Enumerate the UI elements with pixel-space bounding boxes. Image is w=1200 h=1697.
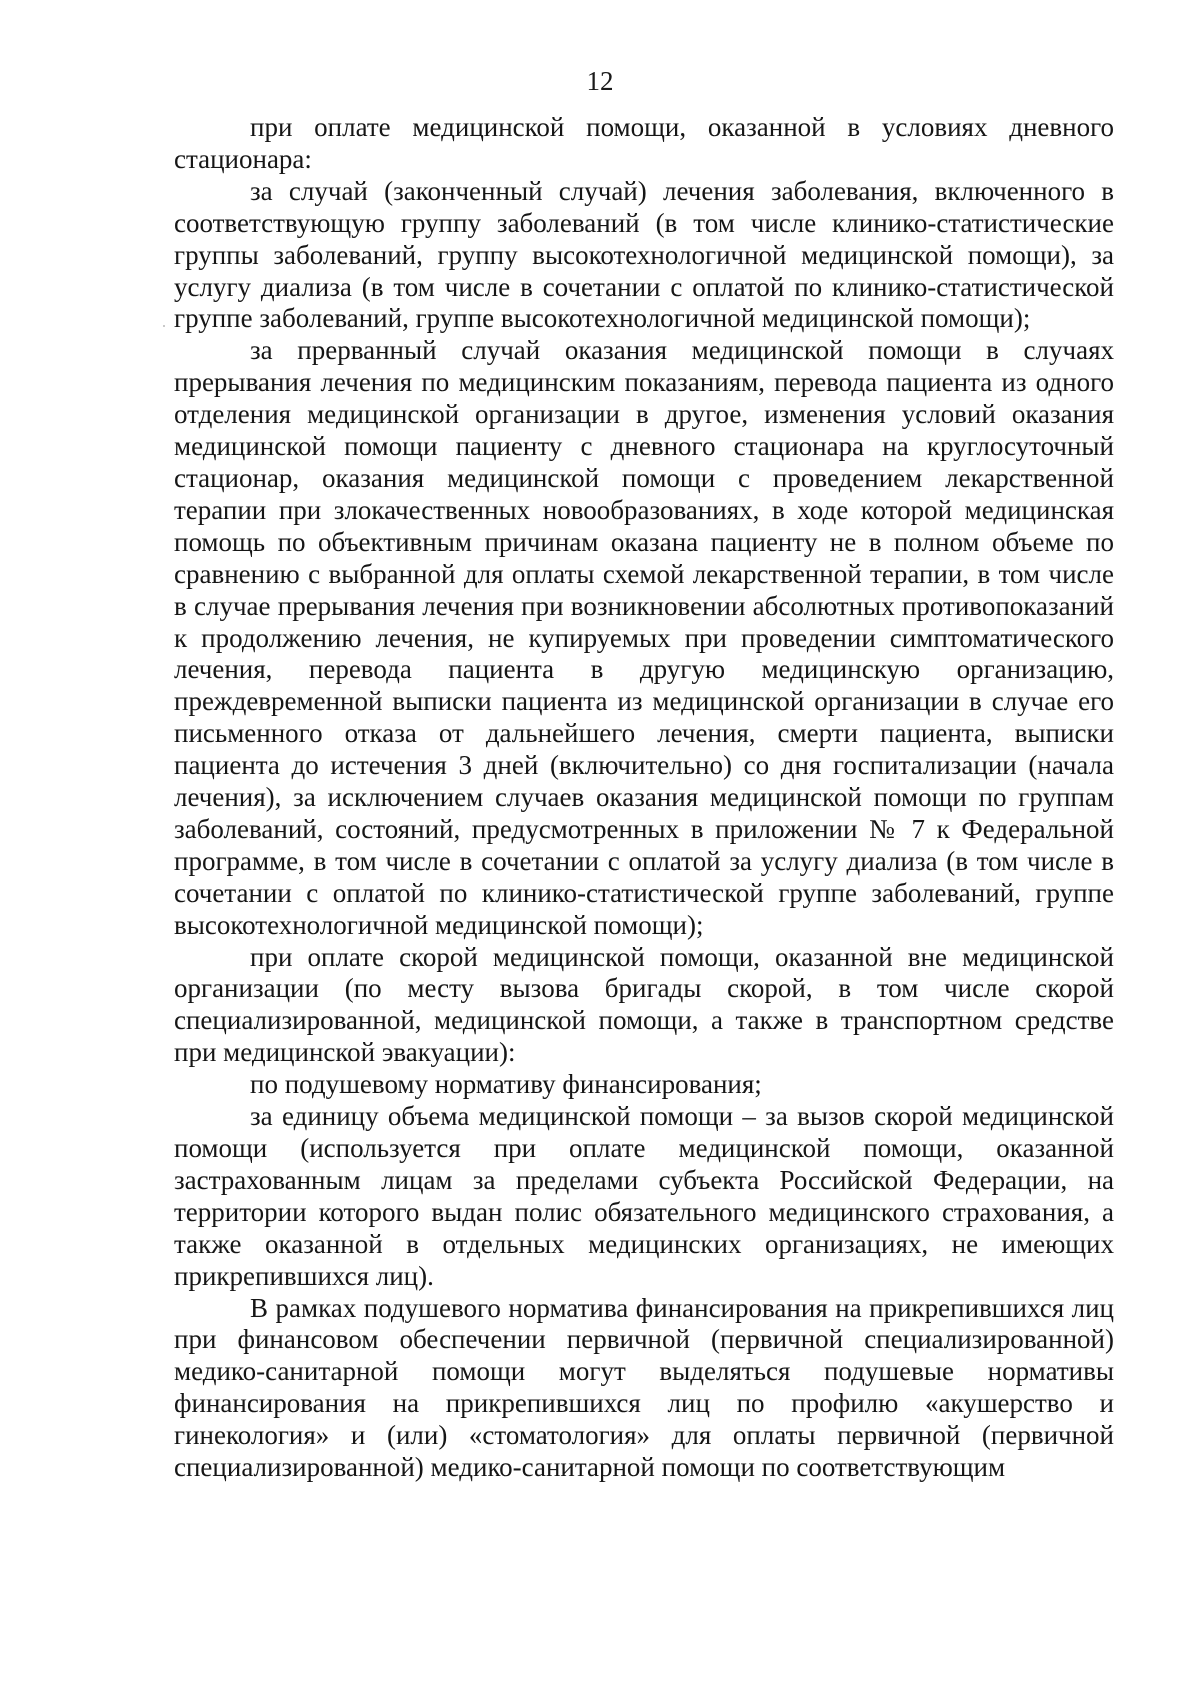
paragraph-attached-persons: В рамках подушевого норматива финансирования на прикрепившихся лиц при финансовом обеспечении первичной (первичной специализированной) медико-санитарной помощи могут выделяться подушевые нормативы финансирования на прикрепившихся лиц по профилю «акушерство и гинекология» и (или) «стоматология» для оплаты первичной (первичной специализированной) медико-санитарной помощи по соответствующим: [174, 1292, 1114, 1483]
page-number: 12: [586, 66, 614, 96]
paragraph-unit-of-volume: за единицу объема медицинской помощи – за вызов скорой медицинской помощи (используется при оплате медицинской помощи, оказанной застрахованным лицам за пределами субъекта Российской Федерации, на территории которого выдан полис обязательного медицинского страхования, а также оказанной в отдельных медицинских организациях, не имеющих прикрепившихся лиц).: [174, 1101, 1114, 1291]
paragraph-interrupted-case: за прерванный случай оказания медицинской помощи в случаях прерывания лечения по медицинским показаниям, перевода пациента из одного отделения медицинской организации в другое, изменения условий оказания медицинской помощи пациенту с дневного стационара на круглосуточный стационар, оказания медицинской помощи с проведением лекарственной терапии при злокачественных новообразованиях, в ходе которой медицинская помощь по объективным причинам оказана пациенту не в полном объеме по сравнению с выбранной для оплаты схемой лекарственной терапии, в том числе в случае прерывания лечения при возникновении абсолютных противопоказаний к продолжению лечения, не купируемых при проведении симптоматического лечения, перевода пациента в другую медицинскую организацию, преждевременной выписки пациента из медицинской организации в случае его письменного отказа от дальнейшего лечения, смерти пациента, выписки пациента до истечения 3 дней (включительно) со дня госпитализации (начала лечения), за исключением случаев оказания медицинской помощи по группам заболеваний, состояний, предусмотренных в приложении № 7 к Федеральной программе, в том числе в сочетании с оплатой за услугу диализа (в том числе в сочетании с оплатой по клинико-статистической группе заболеваний, группе высокотехнологичной медицинской помощи);: [174, 335, 1114, 940]
paragraph-ambulance-payment: при оплате скорой медицинской помощи, оказанной вне медицинской организации (по месту вызова бригады скорой, в том числе скорой специализированной, медицинской помощи, а также в транспортном средстве при медицинской эвакуации):: [174, 941, 1114, 1068]
paragraph-completed-case: за случай (законченный случай) лечения заболевания, включенного в соответствующую группу заболеваний (в том числе клинико-статистические группы заболеваний, группу высокотехнологичной медицинской помощи), за услугу диализа (в том числе в сочетании с оплатой по клинико-статистической группе заболеваний, группе высокотехнологичной медицинской помощи);: [174, 175, 1114, 334]
paragraph-day-hospital-payment: при оплате медицинской помощи, оказанной в условиях дневного стационара:: [174, 112, 1114, 174]
scan-speck: [163, 325, 165, 327]
paragraph-per-capita-norm: по подушевому нормативу финансирования;: [250, 1069, 762, 1100]
document-body: [174, 112, 1114, 1484]
